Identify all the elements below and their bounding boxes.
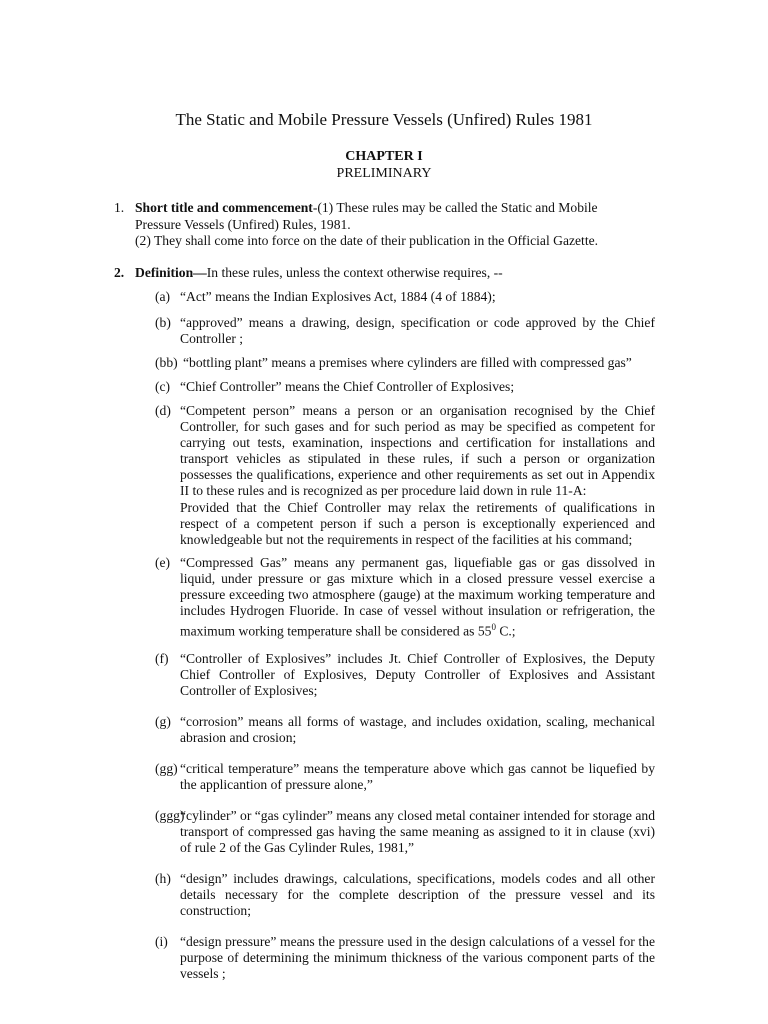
chapter-heading: CHAPTER I (345, 149, 423, 164)
definition-text: “design pressure” means the pressure used in the design calculations of a vessel for the purpose of determining the minimum thickness of the various component parts of the vessels ; (180, 934, 655, 982)
rule-text-2: (2) They shall come into force on the date of their publication in the Official Gazette. (135, 233, 599, 249)
rule-text: -(1) These rules may be called the Static and Mobile Pressure Vessels (Unfired) Rules, 1981. (135, 200, 598, 232)
definition-item (155, 808, 655, 856)
definition-text: “Compressed Gas” means any permanent gas, liquefiable gas or gas dissolved in liquid, under pressure or gas mixture which in a closed pressure vessel exercise a pressure exceeding two atmosphere (gauge) at the maximum working temperature and includes Hydrogen Fluoride. In case of vessel without insulation or refrigeration, the maximum working temperature shall be considered as 55 (180, 555, 655, 639)
definition-text: “bottling plant” means a premises where cylinders are filled with compressed gas” (183, 355, 632, 370)
definition-item (155, 315, 655, 347)
definition-item (155, 379, 655, 395)
definition-label: (g) (155, 714, 171, 729)
rule-text: In these rules, unless the context otherwise requires, -- (206, 265, 503, 280)
rule-2 (114, 265, 674, 282)
definition-text: “approved” means a drawing, design, specification or code approved by the Chief Controller ; (180, 315, 655, 347)
definition-label: (f) (155, 651, 169, 666)
definition-item (155, 355, 655, 371)
definition-item (155, 403, 655, 548)
definition-text-wrap (180, 555, 655, 640)
rule-number: 2. (114, 265, 125, 280)
definition-text: “design” includes drawings, calculations, specifications, models codes and all other details necessary for the complete description of the pressure vessel and its construction; (180, 871, 655, 919)
definition-text: “cylinder” or “gas cylinder” means any closed metal container intended for storage and transport of compressed gas having the same meaning as assigned to it in clause (xvi) of rule 2 of the Gas Cylinder Rules, 1981,” (180, 808, 655, 856)
definition-text: “Competent person” means a person or an organisation recognised by the Chief Controller, for such gases and for such period as may be specified as competent for carrying out tests, examination, inspections and certification for installations and transport vehicles as stipulated in these rules, if such a person or organization possesses the qualifications, experience and other requirements as set out in Appendix II to these rules and is recognized as per procedure laid down in rule 11-A: (180, 403, 655, 499)
rule-number: 1. (114, 200, 125, 215)
definition-item (155, 761, 655, 793)
definition-label: (ggg) (155, 808, 185, 823)
superscript-zero: 0 (491, 622, 496, 633)
definition-text: “Chief Controller” means the Chief Controller of Explosives; (180, 379, 515, 394)
definition-label: (i) (155, 934, 168, 949)
definition-text: “Controller of Explosives” includes Jt. Chief Controller of Explosives, the Deputy Chief Controller of Explosives, Deputy Controller of Explosives and Assistant Controller of Explosives; (180, 651, 655, 699)
definition-text-tail: C.; (495, 623, 516, 639)
definition-item (155, 651, 655, 699)
definition-proviso: Provided that the Chief Controller may relax the retirements of qualifications in respect of a competent person if such a person is exceptionally experienced and knowledgeable but not the requirements in respect of the facilities at his command; (180, 499, 655, 547)
rule-heading: Short title and commencement (135, 200, 313, 215)
rule-1 (114, 200, 604, 250)
definition-label: (gg) (155, 761, 178, 776)
definition-item (155, 289, 655, 305)
definition-item (155, 871, 655, 919)
definition-label: (b) (155, 315, 171, 330)
document-title: The Static and Mobile Pressure Vessels (Unfired) Rules 1981 (175, 110, 593, 129)
definition-label: (bb) (155, 355, 178, 370)
definition-label: (a) (155, 289, 171, 304)
definition-label: (h) (155, 871, 171, 886)
definition-item (155, 934, 655, 982)
definition-text: “corrosion” means all forms of wastage, and includes oxidation, scaling, mechanical abrasion and crosion; (180, 714, 655, 746)
definition-label: (e) (155, 555, 171, 570)
definition-label: (c) (155, 379, 171, 394)
definition-text: “critical temperature” means the temperature above which gas cannot be liquefied by the applicantion of pressure alone,” (180, 761, 655, 793)
definition-item (155, 714, 655, 746)
definition-label: (d) (155, 403, 171, 418)
rule-heading: Definition— (135, 265, 207, 280)
chapter-subheading: PRELIMINARY (336, 166, 432, 181)
definition-text: “Act” means the Indian Explosives Act, 1884 (4 of 1884); (180, 289, 496, 304)
definition-item (155, 555, 655, 640)
